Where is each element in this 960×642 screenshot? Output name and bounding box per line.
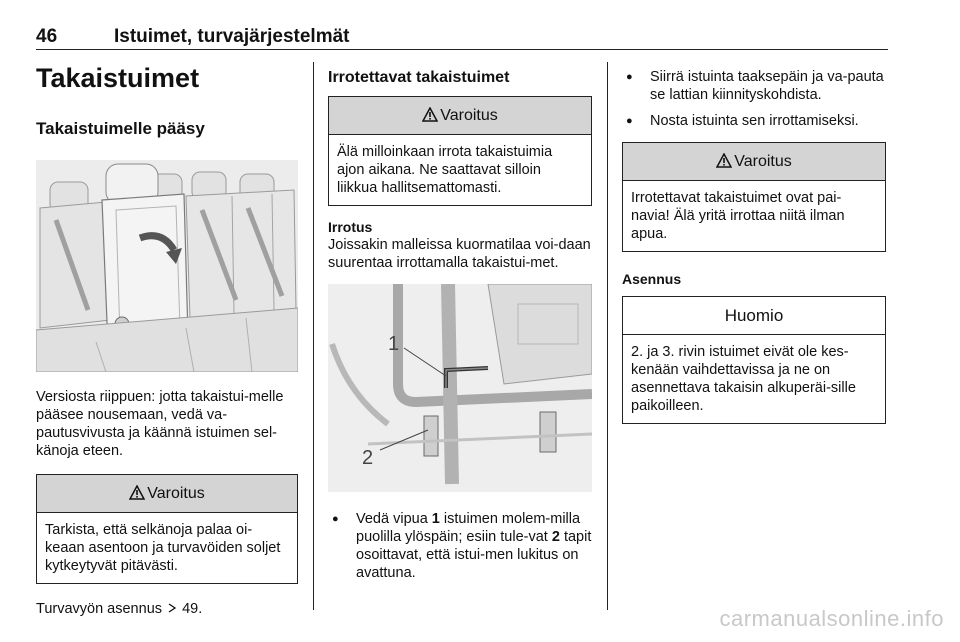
note-box <box>622 296 886 424</box>
seat-latch-illustration <box>328 284 592 492</box>
warning-text: Älä milloinkaan irrota takaistuimia ajon aikana. Ne saattavat silloin liikkua hallitsemattomasti. <box>337 144 553 196</box>
section-heading: Takaistuimet <box>36 63 200 93</box>
cross-reference-text: Turvavyön asennus <box>36 601 163 617</box>
warning-header <box>623 143 885 181</box>
warning-title: Varoitus <box>147 485 205 502</box>
column-3 <box>622 62 886 424</box>
column-1 <box>36 62 298 618</box>
warning-box <box>36 474 298 584</box>
column-2 <box>328 62 592 582</box>
warning-header <box>37 475 297 513</box>
warning-triangle-icon <box>129 485 145 500</box>
warning-text: Tarkista, että selkänoja palaa oi-keaan asentoon ja turvavöiden soljet kytkeytyvät pitävästi. <box>45 522 281 574</box>
reference-number: 2 <box>551 529 560 545</box>
warning-title: Varoitus <box>734 153 792 170</box>
warning-triangle-icon <box>422 107 438 122</box>
cross-reference[interactable] <box>36 600 298 618</box>
list-item: ● Vedä vipua 1 istuimen molem-milla puolilla ylöspäin; esiin tule-vat 2 tapit osoittavat, että istui-men lukitus on avattuna. <box>328 510 592 582</box>
callout-label-2: 2 <box>362 447 374 469</box>
section-heading: Irrotettavat takaistuimet <box>328 69 510 86</box>
subsection-heading: Takaistuimelle pääsy <box>36 119 205 138</box>
subsection-heading: Irrotus <box>328 219 373 235</box>
page-reference-icon <box>166 602 178 614</box>
watermark: carmanualsonline.info <box>719 606 944 631</box>
latch-drawing <box>328 284 592 492</box>
callout-label-1: 1 <box>388 333 400 355</box>
list-item: ● Siirrä istuinta taaksepäin ja va-pauta se lattian kiinnityskohdista. <box>622 68 886 104</box>
warning-box <box>622 142 886 252</box>
note-header: Huomio <box>623 297 885 335</box>
page-header <box>36 26 888 50</box>
body-paragraph: Joissakin malleissa kuormatilaa voi-daan suurentaa irrottamalla takaistui-met. <box>328 237 591 271</box>
warning-text: Irrotettavat takaistuimet ovat pai-navia! Älä yritä irrottaa niitä ilman apua. <box>631 190 845 242</box>
warning-box <box>328 96 592 206</box>
rear-seat-illustration <box>36 160 298 372</box>
body-paragraph: Versiosta riippuen: jotta takaistui-melle pääsee nousemaan, vedä va-pautusvivusta ja käännä istuimen sel-känoja eteen. <box>36 389 284 459</box>
note-text: 2. ja 3. rivin istuimet eivät ole kes-kenään vaihdettavissa ja ne on asennettava takaisin alkuperäi-sille paikoilleen. <box>631 344 856 414</box>
column-divider <box>313 62 314 610</box>
cross-reference-page: 49. <box>182 601 203 617</box>
page-number: 46 <box>36 26 58 47</box>
list-item: ● Nosta istuinta sen irrottamiseksi. <box>622 112 886 130</box>
running-title: Istuimet, turvajärjestelmät <box>114 26 350 47</box>
seat-drawing <box>36 160 298 372</box>
warning-triangle-icon <box>716 153 732 168</box>
warning-header <box>329 97 591 135</box>
reference-number: 1 <box>431 511 440 527</box>
warning-title: Varoitus <box>440 107 498 124</box>
subsection-heading: Asennus <box>622 271 682 287</box>
column-divider <box>607 62 608 610</box>
